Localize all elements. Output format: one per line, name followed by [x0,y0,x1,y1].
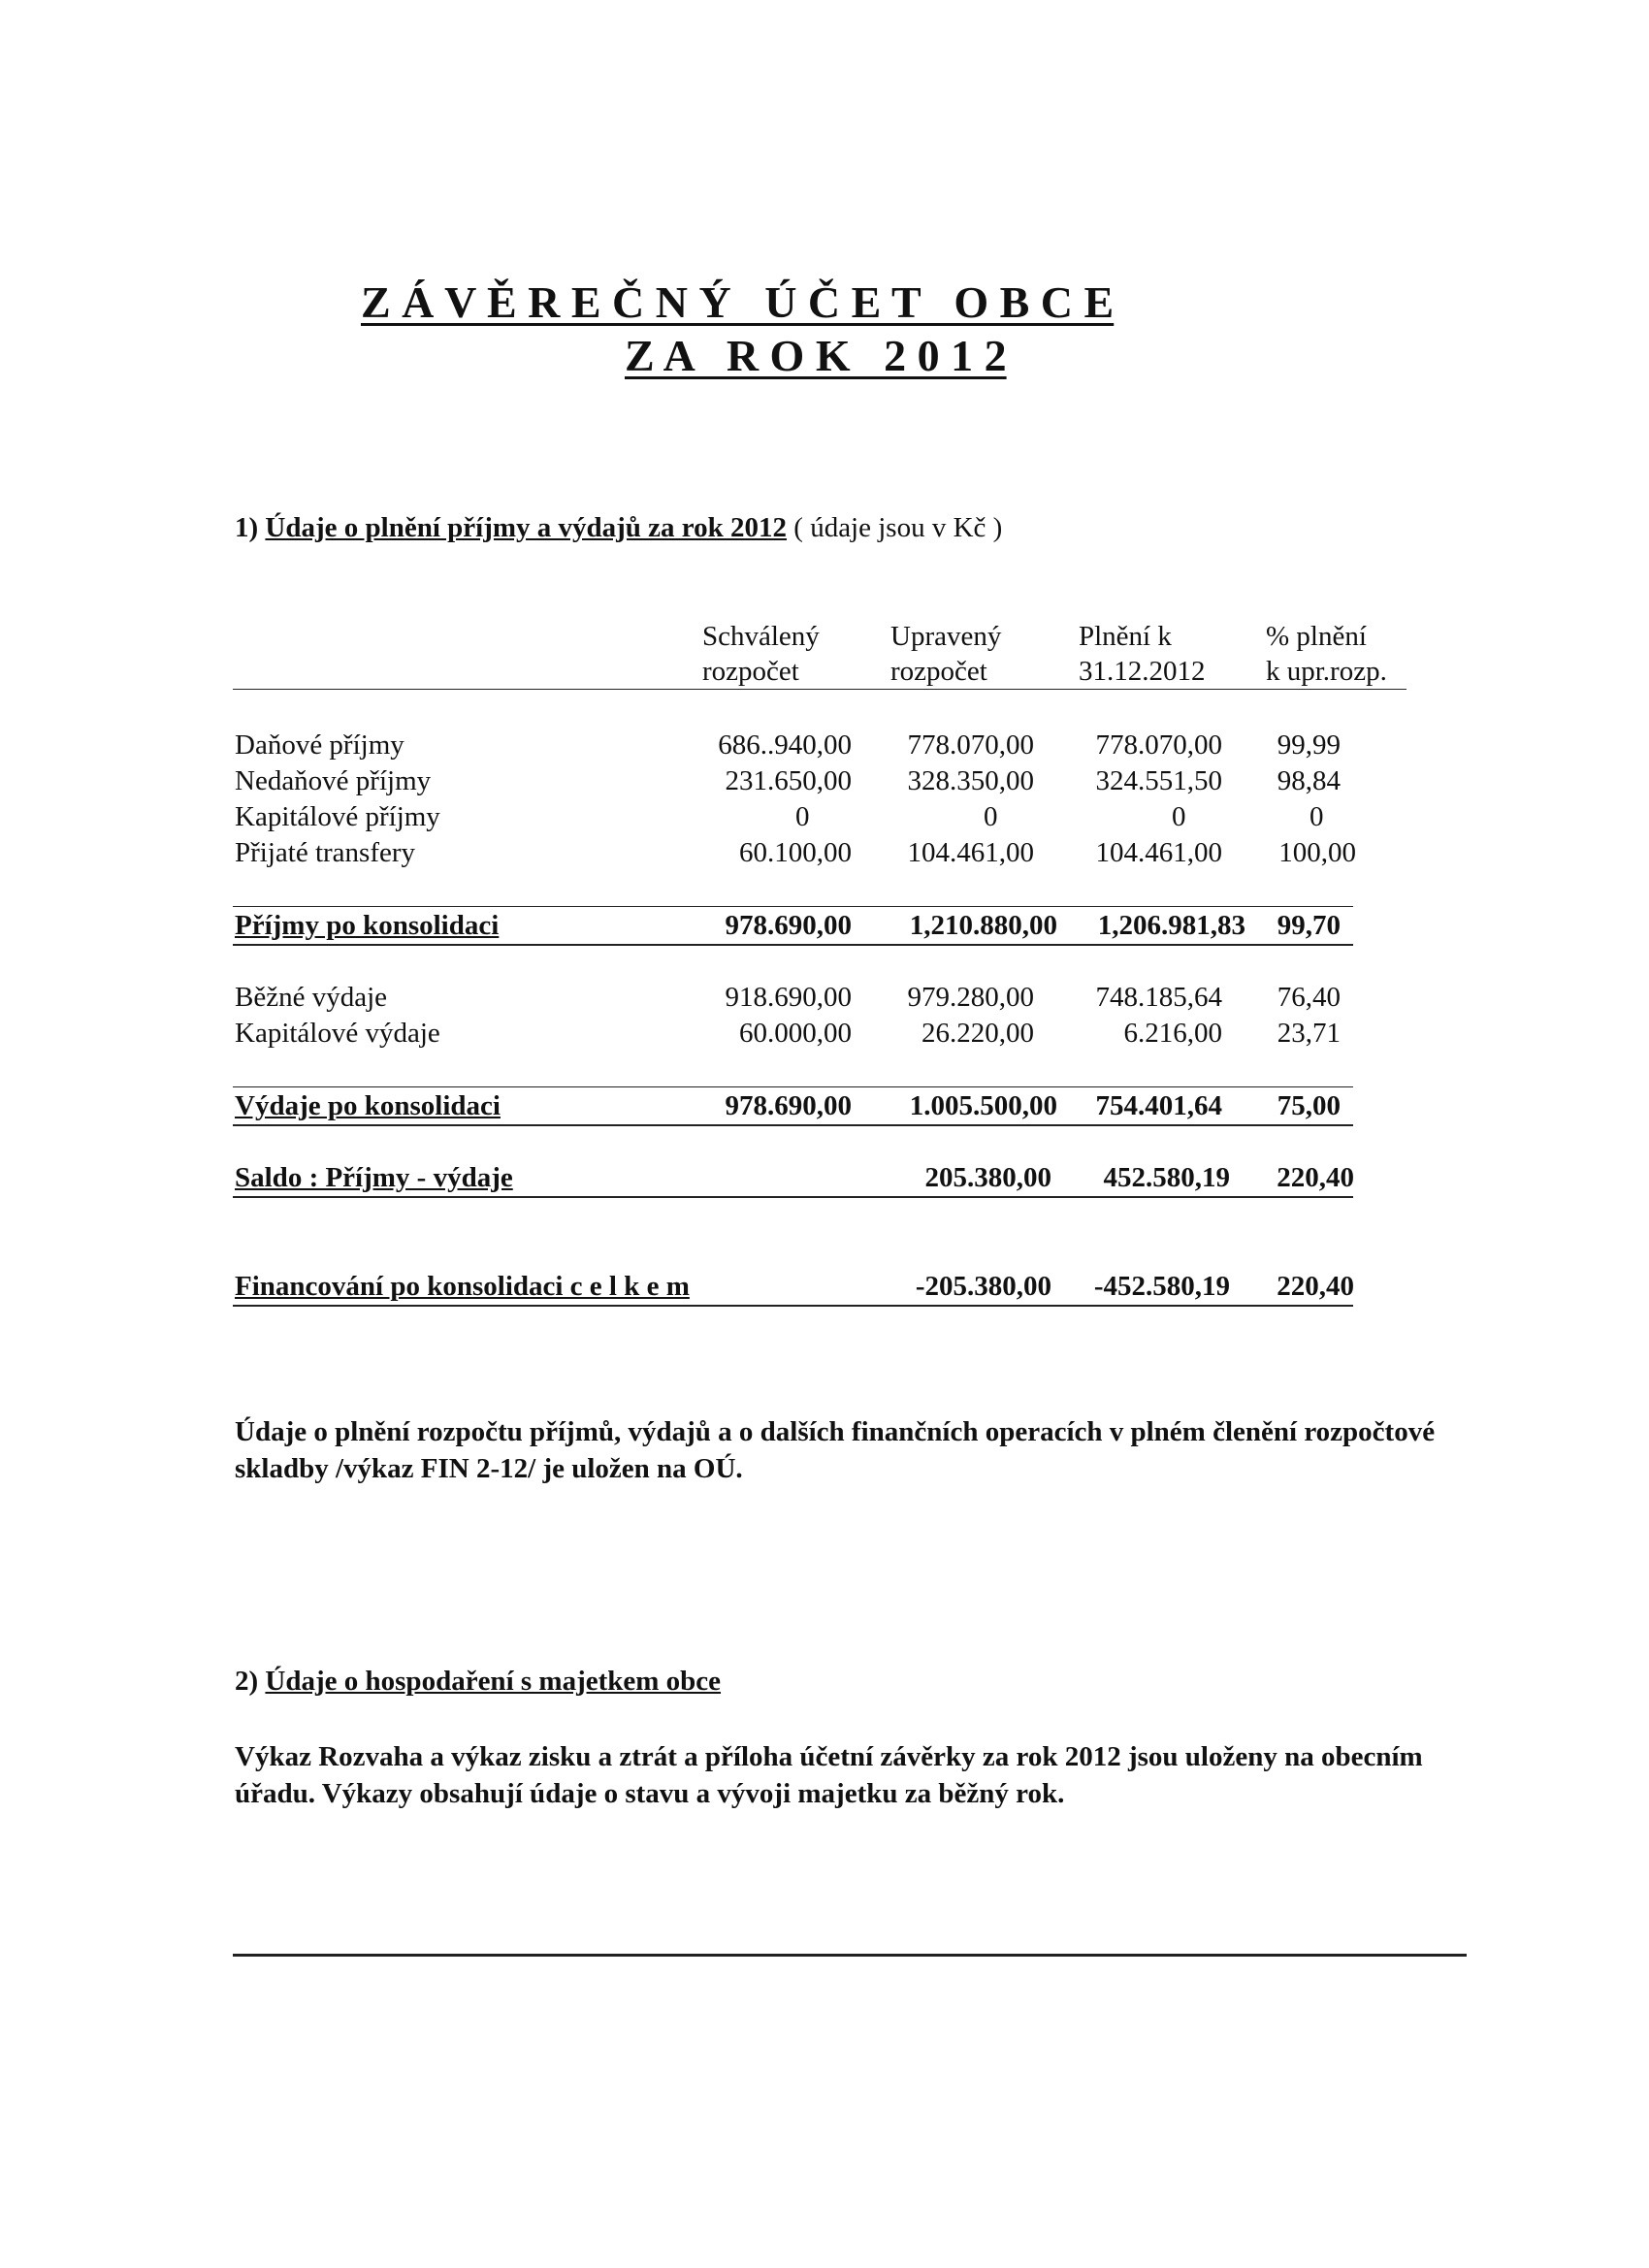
income-total-v4: 99,70 [1277,910,1341,941]
financing-v2: -205.380,00 [915,1271,1051,1302]
section2-heading [235,1666,721,1698]
header-upraveny: Upravený rozpočet [890,621,1002,687]
row-kapitalove-prijmy-v1: 0 [795,801,810,832]
section1-note: ( údaje jsou v Kč ) [793,512,1003,543]
row-kapitalove-vydaje-v1: 60.000,00 [739,1018,852,1049]
row-transfery-v3: 104.461,00 [1095,837,1222,868]
document-title-line2: Z A R O K 2 0 1 2 [625,331,1007,380]
row-nedanove-v1: 231.650,00 [725,765,852,796]
saldo-bottom-rule [233,1196,1353,1198]
expense-total-top-rule [233,1086,1353,1087]
expense-total-label: Výdaje po konsolidaci [235,1090,501,1121]
row-bezne-v1: 918.690,00 [725,982,852,1013]
header-procento: % plnění k upr.rozp. [1266,621,1387,687]
income-total-bottom-rule [233,944,1353,946]
row-kapitalove-vydaje-v3: 6.216,00 [1123,1018,1222,1049]
row-danove-v4: 99,99 [1277,729,1341,761]
row-bezne-v2: 979.280,00 [907,982,1034,1013]
footer-rule [233,1954,1467,1957]
section1-number: 1) [235,512,259,543]
section1-title: Údaje o plnění příjmy a výdajů za rok 2012 [265,512,788,543]
row-nedanove-v3: 324.551,50 [1095,765,1222,796]
expense-total-v1: 978.690,00 [725,1090,852,1121]
income-total-label: Příjmy po konsolidaci [235,910,500,941]
saldo-v3: 452.580,19 [1103,1162,1230,1193]
income-total-top-rule [233,906,1353,907]
row-kapitalove-vydaje-label: Kapitálové výdaje [235,1018,440,1049]
row-danove-v1: 686..940,00 [718,729,852,761]
row-danove-label: Daňové příjmy [235,729,404,761]
financing-v4: 220,40 [1277,1271,1354,1302]
expense-total-v4: 75,00 [1277,1090,1341,1121]
financing-bottom-rule [233,1305,1353,1307]
row-nedanove-v4: 98,84 [1277,765,1341,796]
header-schvaleny: Schválený rozpočet [702,621,820,687]
section2-title: Údaje o hospodaření s majetkem obce [265,1666,722,1697]
row-kapitalove-prijmy-v3: 0 [1172,801,1186,832]
row-nedanove-v2: 328.350,00 [907,765,1034,796]
expense-total-v2: 1.005.500,00 [909,1090,1057,1121]
expense-total-bottom-rule [233,1124,1353,1126]
row-kapitalove-prijmy-v2: 0 [984,801,998,832]
document-title-line1: Z Á V Ě R E Č N Ý Ú Č E T O B C E [361,277,1115,327]
saldo-v4: 220,40 [1277,1162,1354,1193]
income-total-v1: 978.690,00 [725,910,852,941]
row-nedanove-label: Nedaňové příjmy [235,765,432,796]
row-bezne-v4: 76,40 [1277,982,1341,1013]
row-transfery-label: Přijaté transfery [235,837,416,868]
row-bezne-v3: 748.185,64 [1095,982,1222,1013]
financing-v3: -452.580,19 [1093,1271,1230,1302]
saldo-label: Saldo : Příjmy - výdaje [235,1162,513,1193]
row-kapitalove-vydaje-v2: 26.220,00 [922,1018,1034,1049]
saldo-v2: 205.380,00 [924,1162,1051,1193]
expense-total-v3: 754.401,64 [1095,1090,1222,1121]
header-rule [233,689,1406,690]
row-transfery-v1: 60.100,00 [739,837,852,868]
section2-number: 2) [235,1666,259,1697]
row-transfery-v4: 100,00 [1278,837,1356,868]
row-kapitalove-vydaje-v4: 23,71 [1277,1018,1341,1049]
income-total-v2: 1,210.880,00 [909,910,1057,941]
financing-label: Financování po konsolidaci c e l k e m [235,1271,690,1302]
property-paragraph: Výkaz Rozvaha a výkaz zisku a ztrát a příloha účetní závěrky za rok 2012 jsou uloženy na obecním úřadu. Výkazy obsahují údaje o stavu a vývoji majetku za běžný rok. [235,1741,1423,1809]
income-total-v3: 1,206.981,83 [1097,910,1245,941]
row-bezne-label: Běžné výdaje [235,982,388,1013]
row-danove-v2: 778.070,00 [907,729,1034,761]
budget-note-paragraph: Údaje o plnění rozpočtu příjmů, výdajů a o dalších finančních operacích v plném členění rozpočtové skladby /výkaz FIN 2-12/ je uložen na OÚ. [235,1416,1436,1484]
header-plneni: Plnění k 31.12.2012 [1079,621,1206,687]
row-transfery-v2: 104.461,00 [907,837,1034,868]
section1-heading [235,512,1002,544]
row-danove-v3: 778.070,00 [1095,729,1222,761]
row-kapitalove-prijmy-label: Kapitálové příjmy [235,801,440,832]
row-kapitalove-prijmy-v4: 0 [1310,801,1324,832]
